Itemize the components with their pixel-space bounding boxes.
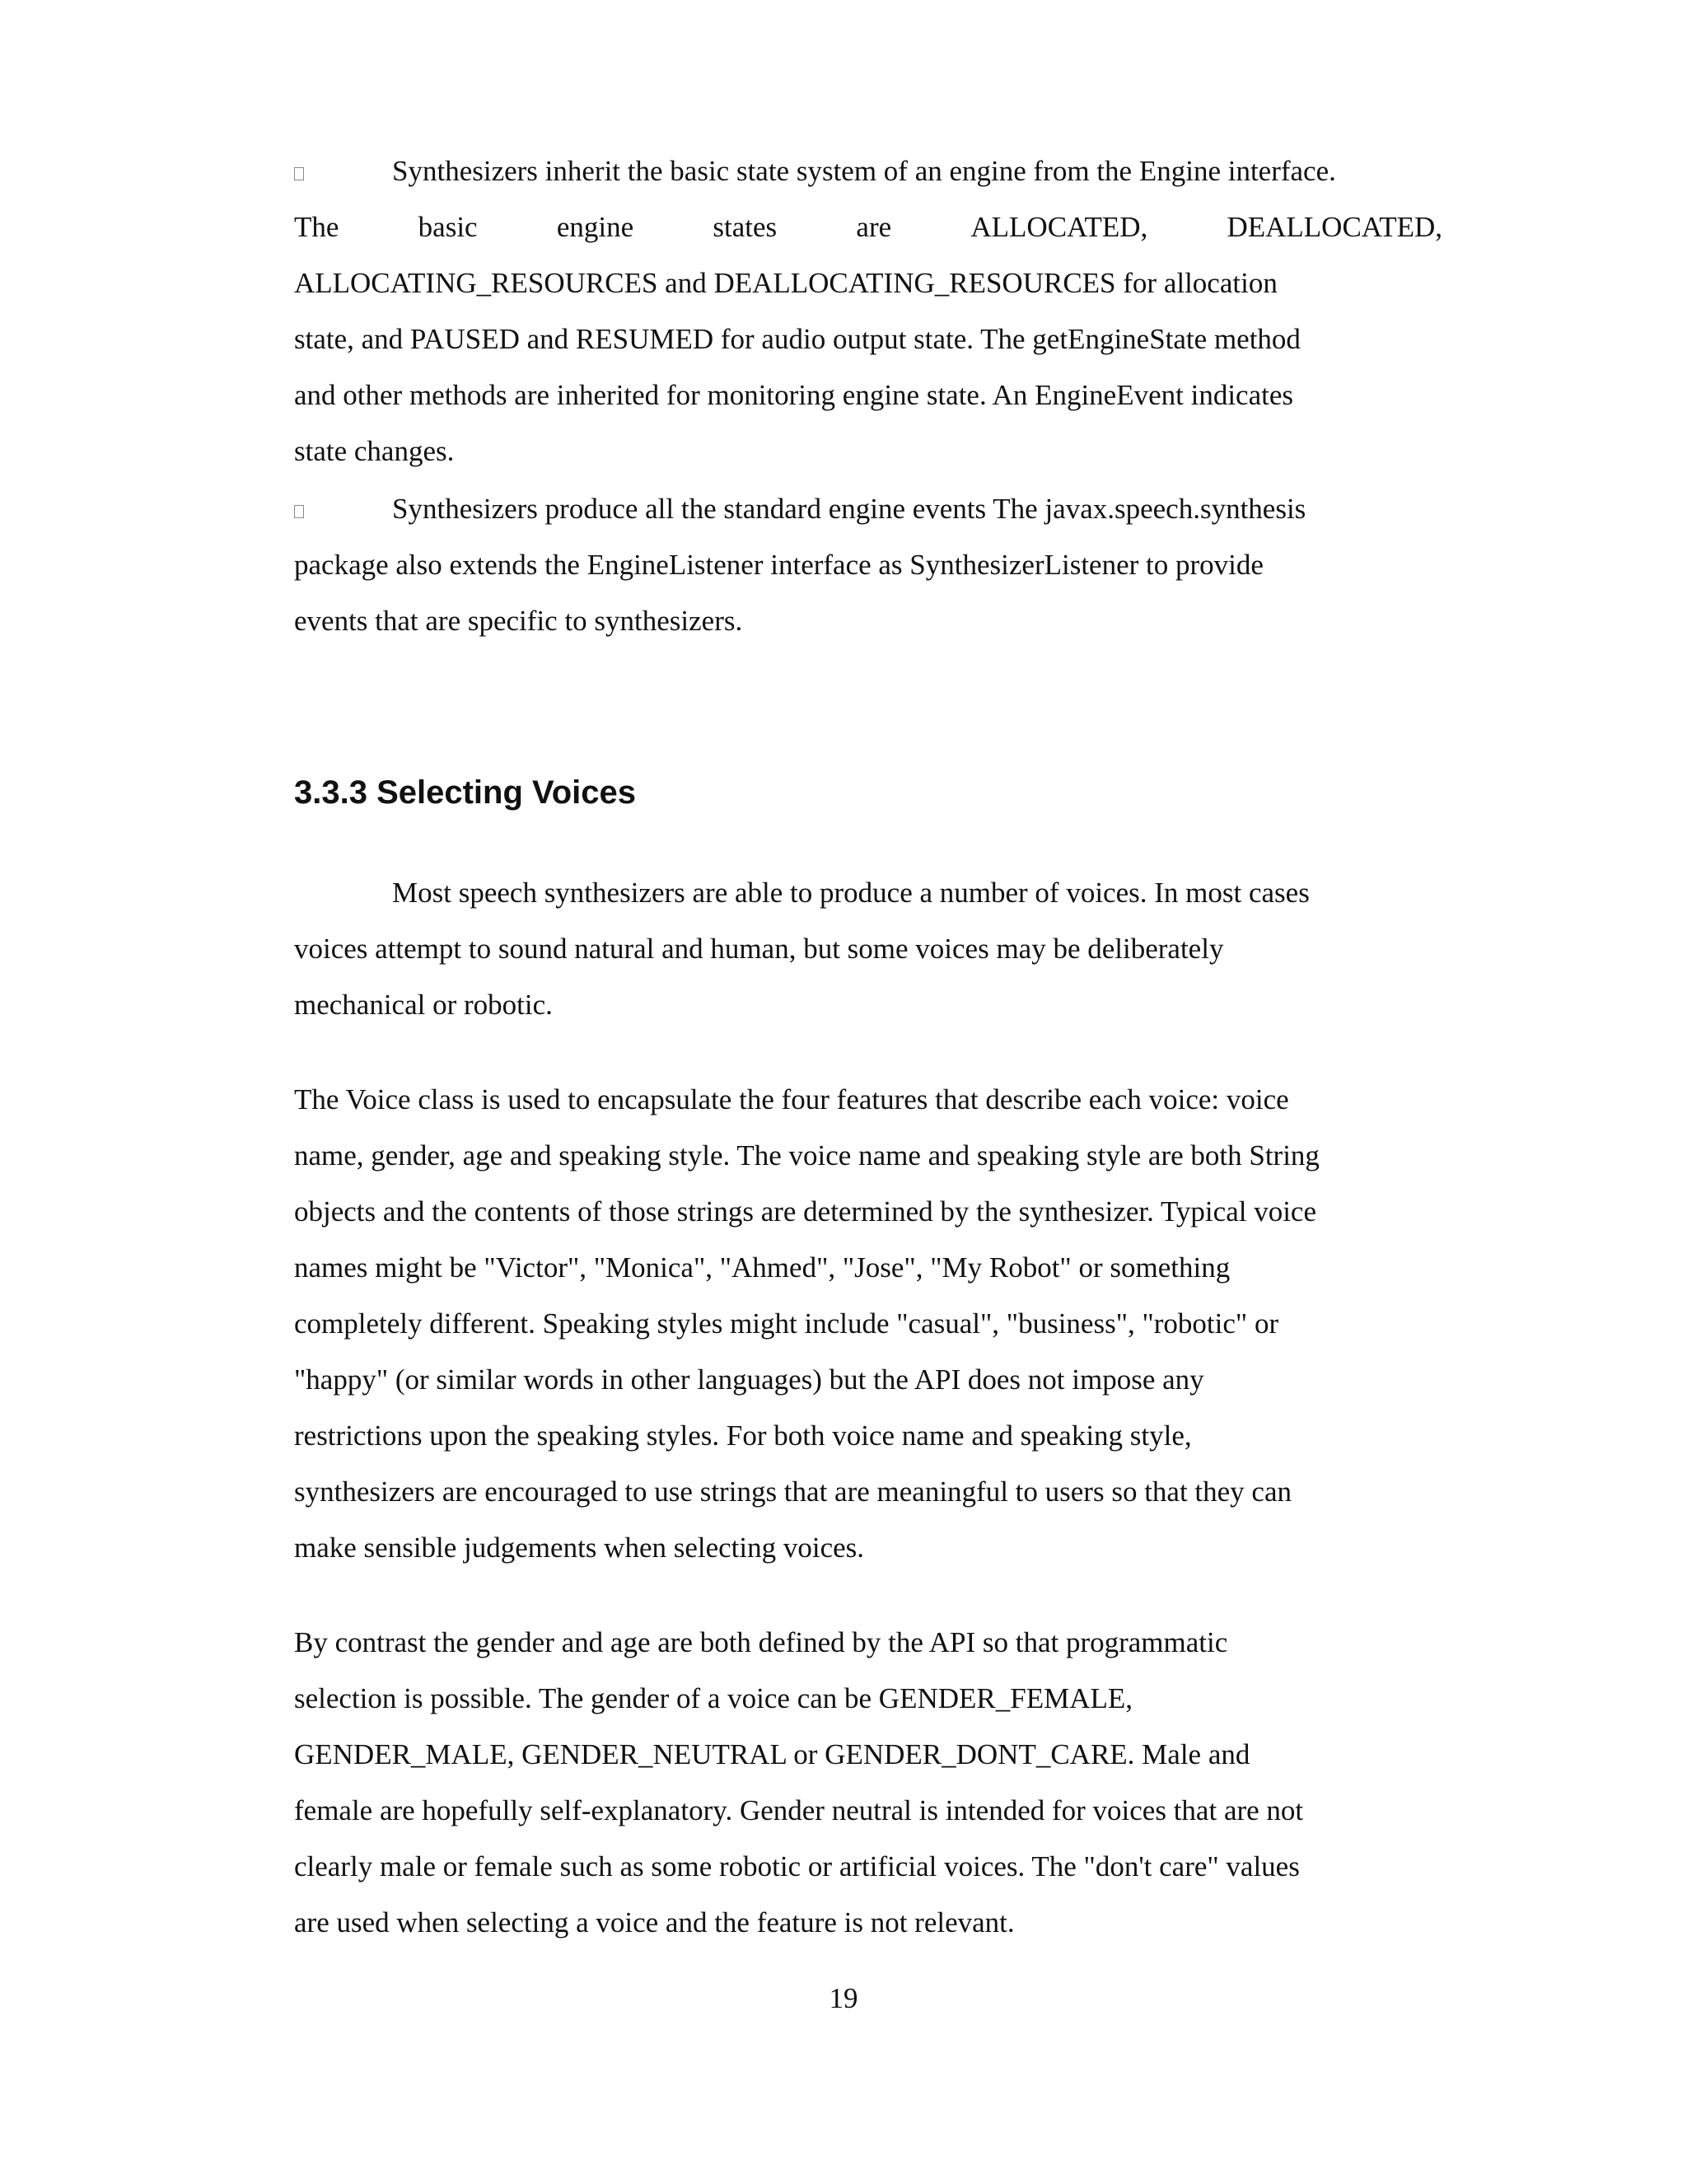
- para2-line1: The Voice class is used to encapsulate the four features that describe each voice: voice: [294, 1083, 1289, 1115]
- para2-line5: completely different. Speaking styles might include "casual", "business", "robotic" or: [294, 1307, 1279, 1340]
- bullet2-line1: Synthesizers produce all the standard engine events The javax.speech.synthesis: [392, 493, 1306, 525]
- word: The: [294, 211, 339, 243]
- para3-line4: female are hopefully self-explanatory. Gender neutral is intended for voices that are not: [294, 1794, 1304, 1826]
- word: basic: [418, 211, 478, 243]
- word: are: [856, 211, 892, 243]
- para2-line2: name, gender, age and speaking style. The voice name and speaking style are both String: [294, 1139, 1320, 1172]
- para3-line3: GENDER_MALE, GENDER_NEUTRAL or GENDER_DONT_CARE. Male and: [294, 1738, 1250, 1770]
- page-number: 19: [829, 1982, 858, 2014]
- word: engine: [556, 211, 634, 243]
- bullet1-line4: state, and PAUSED and RESUMED for audio output state. The getEngineState method: [294, 323, 1301, 355]
- para1-line1: Most speech synthesizers are able to produce a number of voices. In most cases: [392, 877, 1310, 909]
- para2-line7: restrictions upon the speaking styles. For both voice name and speaking style,: [294, 1419, 1192, 1452]
- bullet2-line3: events that are specific to synthesizers.: [294, 605, 743, 637]
- para2-line8: synthesizers are encouraged to use strings that are meaningful to users so that they can: [294, 1475, 1292, 1508]
- para2-line3: objects and the contents of those strings are determined by the synthesizer. Typical voice: [294, 1195, 1316, 1228]
- para3-line2: selection is possible. The gender of a voice can be GENDER_FEMALE,: [294, 1682, 1133, 1714]
- word: states: [713, 211, 778, 243]
- para2-line6: "happy" (or similar words in other languages) but the API does not impose any: [294, 1363, 1204, 1396]
- bullet2-line2: package also extends the EngineListener interface as SynthesizerListener to provide: [294, 549, 1264, 581]
- bullet1-line2: [294, 199, 1442, 255]
- para3-line6: are used when selecting a voice and the feature is not relevant.: [294, 1906, 1015, 1938]
- bullet1-line6: state changes.: [294, 435, 455, 467]
- para3-line1: By contrast the gender and age are both defined by the API so that programmatic: [294, 1626, 1228, 1658]
- para2-line9: make sensible judgements when selecting voices.: [294, 1532, 865, 1564]
- para1-line3: mechanical or robotic.: [294, 989, 553, 1021]
- bullet1-line3: ALLOCATING_RESOURCES and DEALLOCATING_RESOURCES for allocation: [294, 267, 1278, 299]
- para1-line2: voices attempt to sound natural and human, but some voices may be deliberately: [294, 933, 1224, 965]
- para2-line4: names might be "Victor", "Monica", "Ahmed", "Jose", "My Robot" or something: [294, 1251, 1231, 1284]
- bullet1-line5: and other methods are inherited for monitoring engine state. An EngineEvent indicates: [294, 379, 1293, 411]
- para3-line5: clearly male or female such as some robotic or artificial voices. The "don't care" values: [294, 1850, 1300, 1882]
- section-heading: 3.3.3 Selecting Voices: [294, 774, 637, 811]
- word: DEALLOCATED,: [1227, 211, 1442, 243]
- word: ALLOCATED,: [970, 211, 1148, 243]
- bullet1-line1: Synthesizers inherit the basic state system of an engine from the Engine interface.: [392, 155, 1336, 187]
